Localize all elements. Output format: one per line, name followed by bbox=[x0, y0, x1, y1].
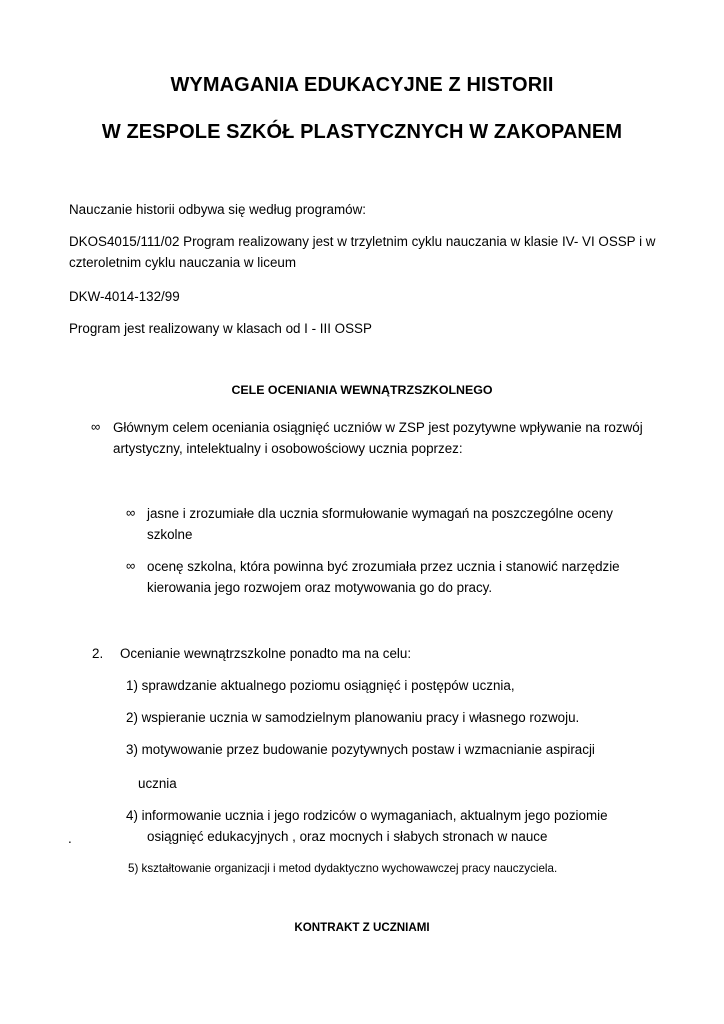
point2-number: 2. bbox=[92, 646, 104, 661]
intro-text: Nauczanie historii odbywa się według programów: bbox=[69, 202, 366, 217]
list-item-2: 2) wspieranie ucznia w samodzielnym planowaniu pracy i własnego rozwoju. bbox=[126, 710, 580, 725]
subgoal2-line1: ocenę szkolna, która powinna być zrozumiała przez ucznia i stanowić narzędzie bbox=[147, 559, 620, 574]
section-heading-contract: KONTRAKT Z UCZNIAMI bbox=[294, 921, 430, 934]
list-item-3-line2: ucznia bbox=[138, 776, 177, 791]
program2-description: Program jest realizowany w klasach od I - III OSSP bbox=[69, 321, 372, 336]
goal-line1: Głównym celem oceniania osiągnięć uczniów w ZSP jest pozytywne wpływanie na rozwój bbox=[113, 420, 643, 435]
stray-dot: . bbox=[68, 831, 72, 846]
goal-line2: artystyczny, intelektualny i osobowościowy ucznia poprzez: bbox=[113, 441, 463, 456]
document-title-line2: W ZESPOLE SZKÓŁ PLASTYCZNYCH W ZAKOPANEM bbox=[101, 121, 623, 143]
list-item-4-line2: osiągnięć edukacyjnych , oraz mocnych i słabych stronach w nauce bbox=[147, 829, 548, 844]
program2-code: DKW-4014-132/99 bbox=[69, 289, 180, 304]
subgoal1-line1: jasne i zrozumiałe dla ucznia sformułowanie wymagań na poszczególne oceny bbox=[147, 506, 613, 521]
section-heading-goals: CELE OCENIANIA WEWNĄTRZSZKOLNEGO bbox=[231, 383, 493, 397]
program1-line2: czteroletnim cyklu nauczania w liceum bbox=[69, 255, 296, 270]
point2-text: Ocenianie wewnątrzszkolne ponadto ma na celu: bbox=[120, 646, 412, 661]
list-item-4-line1: 4) informowanie ucznia i jego rodziców o wymaganiach, aktualnym jego poziomie bbox=[126, 808, 608, 823]
infinity-bullet-icon: ∞ bbox=[91, 419, 101, 434]
list-item-3-line1: 3) motywowanie przez budowanie pozytywnych postaw i wzmacnianie aspiracji bbox=[126, 742, 595, 757]
infinity-bullet-icon: ∞ bbox=[126, 558, 136, 573]
document-title-line1: WYMAGANIA EDUKACYJNE Z HISTORII bbox=[170, 74, 554, 96]
subgoal1-line2: szkolne bbox=[147, 527, 193, 542]
list-item-1: 1) sprawdzanie aktualnego poziomu osiągnięć i postępów ucznia, bbox=[126, 678, 515, 693]
subgoal2-line2: kierowania jego rozwojem oraz motywowania go do pracy. bbox=[147, 580, 493, 595]
program1-line1: DKOS4015/111/02 Program realizowany jest w trzyletnim cyklu nauczania w klasie IV- VI OSSP i w bbox=[69, 234, 656, 249]
list-item-5: 5) kształtowanie organizacji i metod dydaktyczno wychowawczej pracy nauczyciela. bbox=[128, 862, 558, 875]
infinity-bullet-icon: ∞ bbox=[126, 505, 136, 520]
